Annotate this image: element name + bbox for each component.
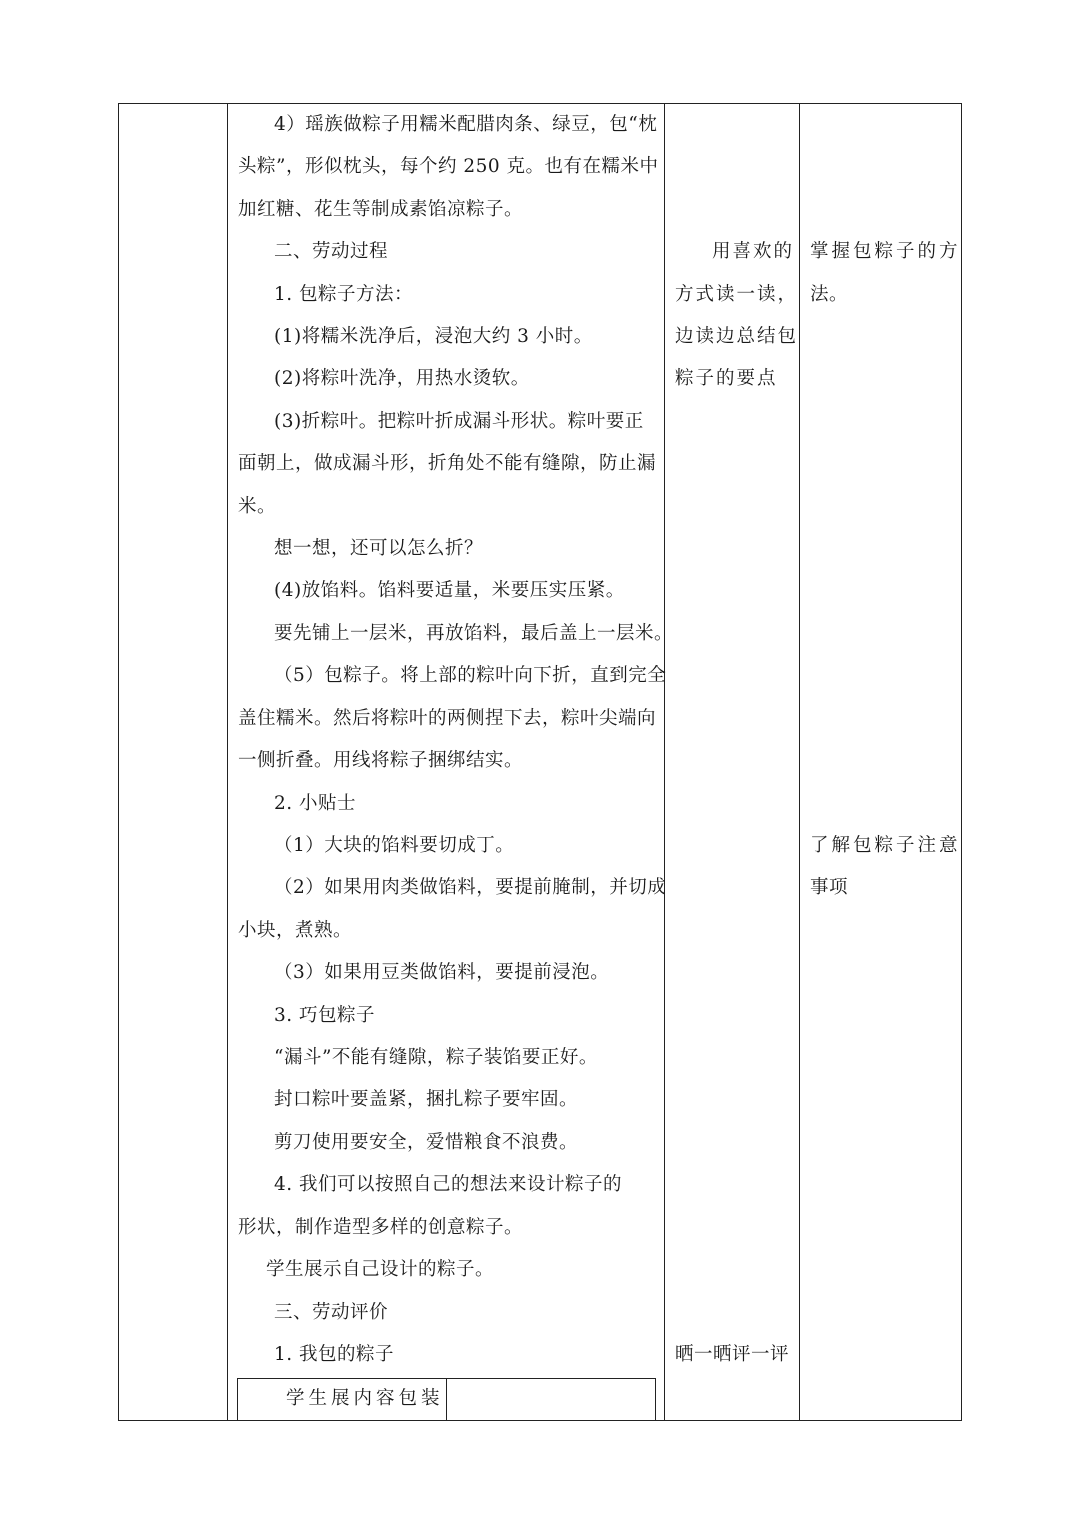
content-line: 小块，煮熟。 <box>238 920 353 941</box>
content-line: (4)放馅料。馅料要适量，米要压实压紧。 <box>274 580 625 601</box>
subheading: 1. 我包的粽子 <box>274 1344 395 1365</box>
activity-line: 边读边总结包 <box>675 326 799 347</box>
content-line: 加红糖、花生等制成素馅凉粽子。 <box>238 199 524 220</box>
activity-line: 方式读一读， <box>675 284 799 305</box>
content-line: （3）如果用豆类做馅料，要提前浸泡。 <box>274 962 610 983</box>
evaluation-table-header: 学生展内容包装 <box>286 1388 444 1409</box>
content-line: （5）包粽子。将上部的粽叶向下折，直到完全 <box>274 665 667 686</box>
content-line: (1)将糯米洗净后，浸泡大约 3 小时。 <box>274 326 593 347</box>
content-line: （2）如果用肉类做馅料，要提前腌制，并切成 <box>274 877 667 898</box>
subheading: 2. 小贴士 <box>274 793 357 814</box>
content-line: 剪刀使用要安全，爱惜粮食不浪费。 <box>274 1132 579 1153</box>
activity-line: 粽子的要点 <box>675 368 778 389</box>
content-line: 要先铺上一层米，再放馅料，最后盖上一层米。 <box>274 623 674 644</box>
subheading: 3. 巧包粽子 <box>274 1005 376 1026</box>
goal-line: 事项 <box>810 877 849 898</box>
content-line: 学生展示自己设计的粽子。 <box>266 1259 495 1280</box>
subheading: 1. 包粽子方法： <box>274 284 414 305</box>
activity-line: 晒一晒评一评 <box>675 1344 790 1365</box>
goal-line: 了解包粽子注意 <box>810 835 961 856</box>
content-line: 封口粽叶要盖紧，捆扎粽子要牢固。 <box>274 1089 579 1110</box>
content-line: 头粽”，形似枕头，每个约 250 克。也有在糯米中 <box>238 156 659 177</box>
content-line: 盖住糯米。然后将粽叶的两侧捏下去，粽叶尖端向 <box>238 708 657 729</box>
content-line: “漏斗”不能有缝隙，粽子装馅要正好。 <box>274 1047 598 1068</box>
column-divider-1 <box>227 103 228 1421</box>
content-line: 一侧折叠。用线将粽子捆绑结实。 <box>238 750 524 771</box>
content-line: 想一想，还可以怎么折？ <box>274 538 484 559</box>
content-line: (3)折粽叶。把粽叶折成漏斗形状。粽叶要正 <box>274 411 644 432</box>
goal-line: 法。 <box>810 284 849 305</box>
column-divider-3 <box>799 103 800 1421</box>
content-line: （1）大块的馅料要切成丁。 <box>274 835 515 856</box>
activity-line: 用喜欢的 <box>712 241 795 262</box>
content-line: (2)将粽叶洗净，用热水烫软。 <box>274 368 530 389</box>
content-line: 4）瑶族做粽子用糯米配腊肉条、绿豆，包“枕 <box>274 114 658 135</box>
section-heading: 二、劳动过程 <box>274 241 389 262</box>
section-heading: 三、劳动评价 <box>274 1302 389 1323</box>
content-line: 形状，制作造型多样的创意粽子。 <box>238 1217 524 1238</box>
evaluation-table-divider <box>446 1378 447 1421</box>
content-line: 4. 我们可以按照自己的想法来设计粽子的 <box>274 1174 623 1195</box>
goal-line: 掌握包粽子的方 <box>810 241 961 262</box>
content-line: 面朝上，做成漏斗形，折角处不能有缝隙，防止漏 <box>238 453 657 474</box>
content-line: 米。 <box>238 496 277 517</box>
